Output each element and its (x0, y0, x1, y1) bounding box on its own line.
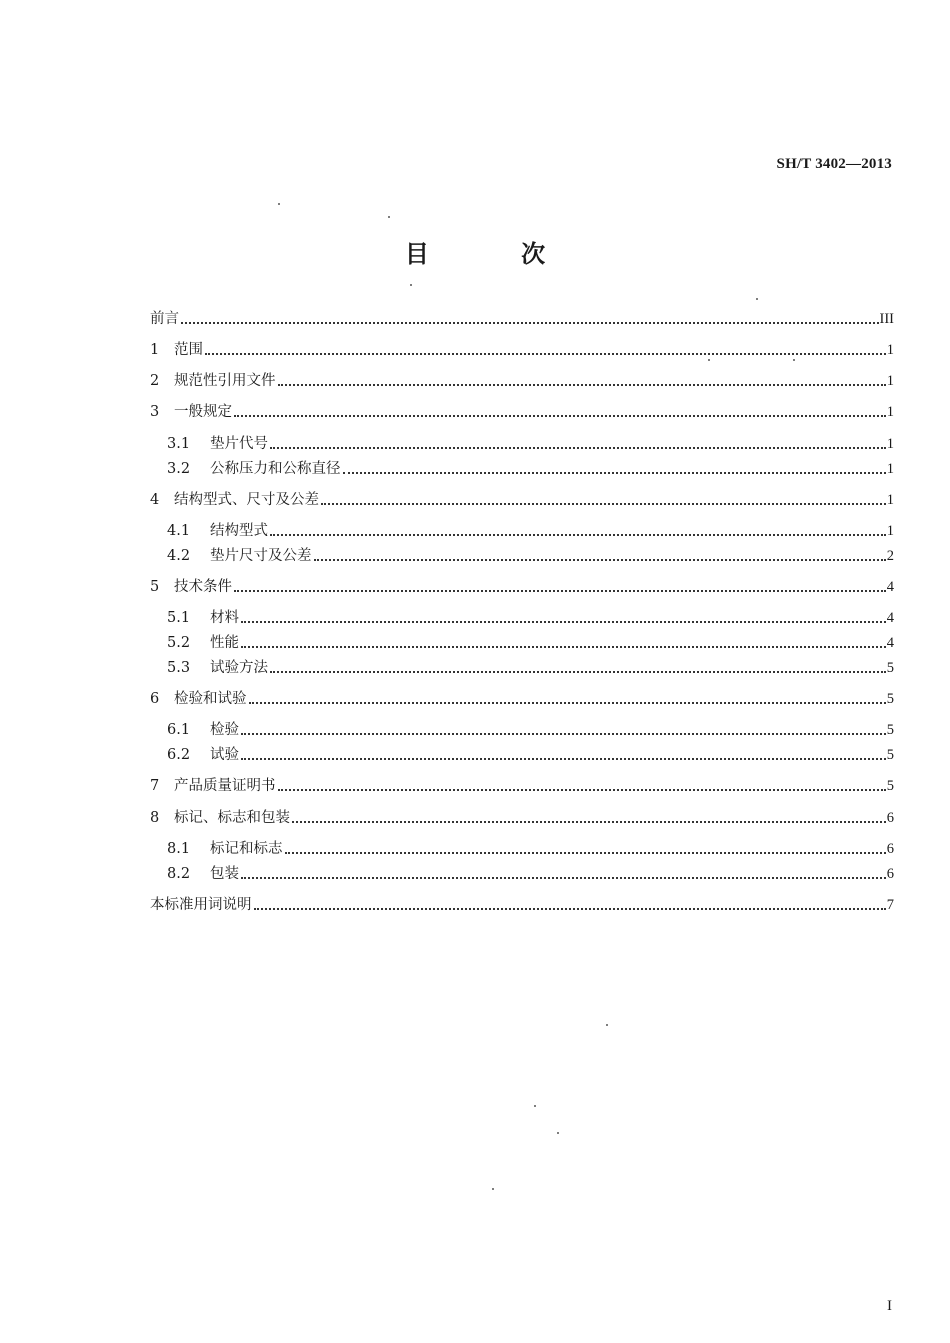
toc-entry-page: 1 (886, 492, 894, 508)
toc-entry-number: 5.3 (167, 660, 191, 676)
toc-entry-page: 4 (886, 635, 894, 651)
toc-entry-label: 检验和试验 (174, 691, 247, 707)
toc-entry-number: 5 (150, 579, 160, 595)
leader-dots (181, 322, 879, 324)
leader-dots (270, 447, 886, 449)
toc-entry-label: 结构型式、尺寸及公差 (174, 492, 319, 508)
toc-entry-label: 一般规定 (174, 404, 232, 420)
toc-entry-page: 5 (886, 660, 894, 676)
toc-entry[interactable] (150, 744, 894, 766)
leader-dots (205, 353, 886, 355)
scan-speck (708, 359, 710, 361)
toc-entry[interactable] (150, 775, 894, 797)
toc-entry-page: 4 (886, 579, 894, 595)
scan-speck (534, 1105, 536, 1107)
leader-dots (241, 877, 886, 879)
leader-dots (278, 789, 886, 791)
scan-speck (557, 1132, 559, 1134)
toc-entry[interactable] (150, 545, 894, 567)
toc-entry-label: 标记、标志和包装 (174, 810, 290, 826)
toc-entry-foreword[interactable] (150, 308, 894, 330)
leader-dots (241, 758, 886, 760)
toc-entry-label: 包装 (210, 866, 239, 882)
toc-entry[interactable] (150, 807, 894, 829)
toc-entry-label: 试验 (210, 747, 239, 763)
toc-entry-label: 标记和标志 (210, 841, 283, 857)
toc-entry-page: 5 (886, 747, 894, 763)
toc-entry-number: 3.1 (167, 436, 191, 452)
toc-entry-number: 4.2 (167, 548, 191, 564)
toc-entry[interactable] (150, 607, 894, 629)
toc-entry-number: 1 (150, 342, 160, 358)
leader-dots (321, 503, 886, 505)
toc-entry[interactable] (150, 657, 894, 679)
leader-dots (343, 472, 886, 474)
toc-entry-page: 4 (886, 610, 894, 626)
leader-dots (241, 621, 886, 623)
toc-entry-page: 1 (886, 461, 894, 477)
toc-entry-number: 8.1 (167, 841, 191, 857)
toc-entry[interactable] (150, 339, 894, 361)
toc-entry-label: 试验方法 (210, 660, 268, 676)
page-title: 目 次 (404, 239, 588, 268)
leader-dots (234, 415, 886, 417)
toc-entry-label: 垫片尺寸及公差 (210, 548, 312, 564)
scan-speck (410, 284, 412, 286)
toc-entry-label: 前言 (150, 311, 179, 327)
toc-entry-page: 5 (886, 778, 894, 794)
page-number: I (887, 1298, 892, 1314)
toc-entry-label: 结构型式 (210, 523, 268, 539)
leader-dots (241, 646, 886, 648)
scan-speck (793, 359, 795, 361)
toc-entry[interactable] (150, 370, 894, 392)
toc-entry-page: 1 (886, 373, 894, 389)
scan-speck (756, 298, 758, 300)
scan-speck (278, 203, 280, 205)
toc-entry-number: 5.1 (167, 610, 191, 626)
toc-entry-number: 6.2 (167, 747, 191, 763)
toc-entry[interactable] (150, 838, 894, 860)
toc-entry-page: 1 (886, 436, 894, 452)
toc-entry-number: 4 (150, 492, 160, 508)
toc-entry-label: 规范性引用文件 (174, 373, 276, 389)
toc-entry[interactable] (150, 576, 894, 598)
toc-entry-number: 3.2 (167, 461, 191, 477)
toc-entry-label: 范围 (174, 342, 203, 358)
toc-entry-label: 技术条件 (174, 579, 232, 595)
toc-entry-label: 公称压力和公称直径 (210, 461, 341, 477)
scan-speck (492, 1188, 494, 1190)
toc-entry-page: 6 (886, 810, 894, 826)
toc-entry[interactable] (150, 719, 894, 741)
toc-entry-page: 2 (886, 548, 894, 564)
scan-speck (388, 216, 390, 218)
toc-entry[interactable] (150, 632, 894, 654)
toc-entry-number: 5.2 (167, 635, 191, 651)
toc-entry[interactable] (150, 688, 894, 710)
toc-entry-page: 1 (886, 523, 894, 539)
toc-entry[interactable] (150, 863, 894, 885)
toc-entry-page: 5 (886, 691, 894, 707)
toc-entry-page: 1 (886, 342, 894, 358)
toc-entry-wording[interactable] (150, 894, 894, 916)
leader-dots (234, 590, 886, 592)
toc-entry-label: 材料 (210, 610, 239, 626)
leader-dots (285, 852, 886, 854)
toc-entry-number: 3 (150, 404, 160, 420)
toc-entry-number: 6.1 (167, 722, 191, 738)
toc-entry[interactable] (150, 401, 894, 423)
toc-entry-number: 2 (150, 373, 160, 389)
toc-entry[interactable] (150, 458, 894, 480)
leader-dots (278, 384, 886, 386)
toc-entry-number: 8 (150, 810, 160, 826)
standard-code: SH/T 3402—2013 (776, 156, 892, 172)
leader-dots (314, 559, 886, 561)
toc-entry[interactable] (150, 433, 894, 455)
toc-entry-label: 性能 (210, 635, 239, 651)
leader-dots (254, 908, 886, 910)
leader-dots (249, 702, 886, 704)
toc-entry-number: 4.1 (167, 523, 191, 539)
toc-entry-number: 8.2 (167, 866, 191, 882)
toc-entry-label: 产品质量证明书 (174, 778, 276, 794)
toc-entry-number: 6 (150, 691, 160, 707)
toc-entry-page: 1 (886, 404, 894, 420)
toc-entry-label: 检验 (210, 722, 239, 738)
scan-speck (606, 1024, 608, 1026)
leader-dots (241, 733, 886, 735)
leader-dots (270, 671, 886, 673)
toc-entry-page: 7 (886, 897, 894, 913)
toc-entry-page: 5 (886, 722, 894, 738)
leader-dots (292, 821, 886, 823)
toc-entry-label: 垫片代号 (210, 436, 268, 452)
toc-entry-label: 本标准用词说明 (150, 897, 252, 913)
toc-entry-page: 6 (886, 866, 894, 882)
toc-entry[interactable] (150, 520, 894, 542)
toc-entry-number: 7 (150, 778, 160, 794)
toc-entry-page: III (879, 311, 894, 327)
toc-entry[interactable] (150, 489, 894, 511)
leader-dots (270, 534, 886, 536)
toc-entry-page: 6 (886, 841, 894, 857)
